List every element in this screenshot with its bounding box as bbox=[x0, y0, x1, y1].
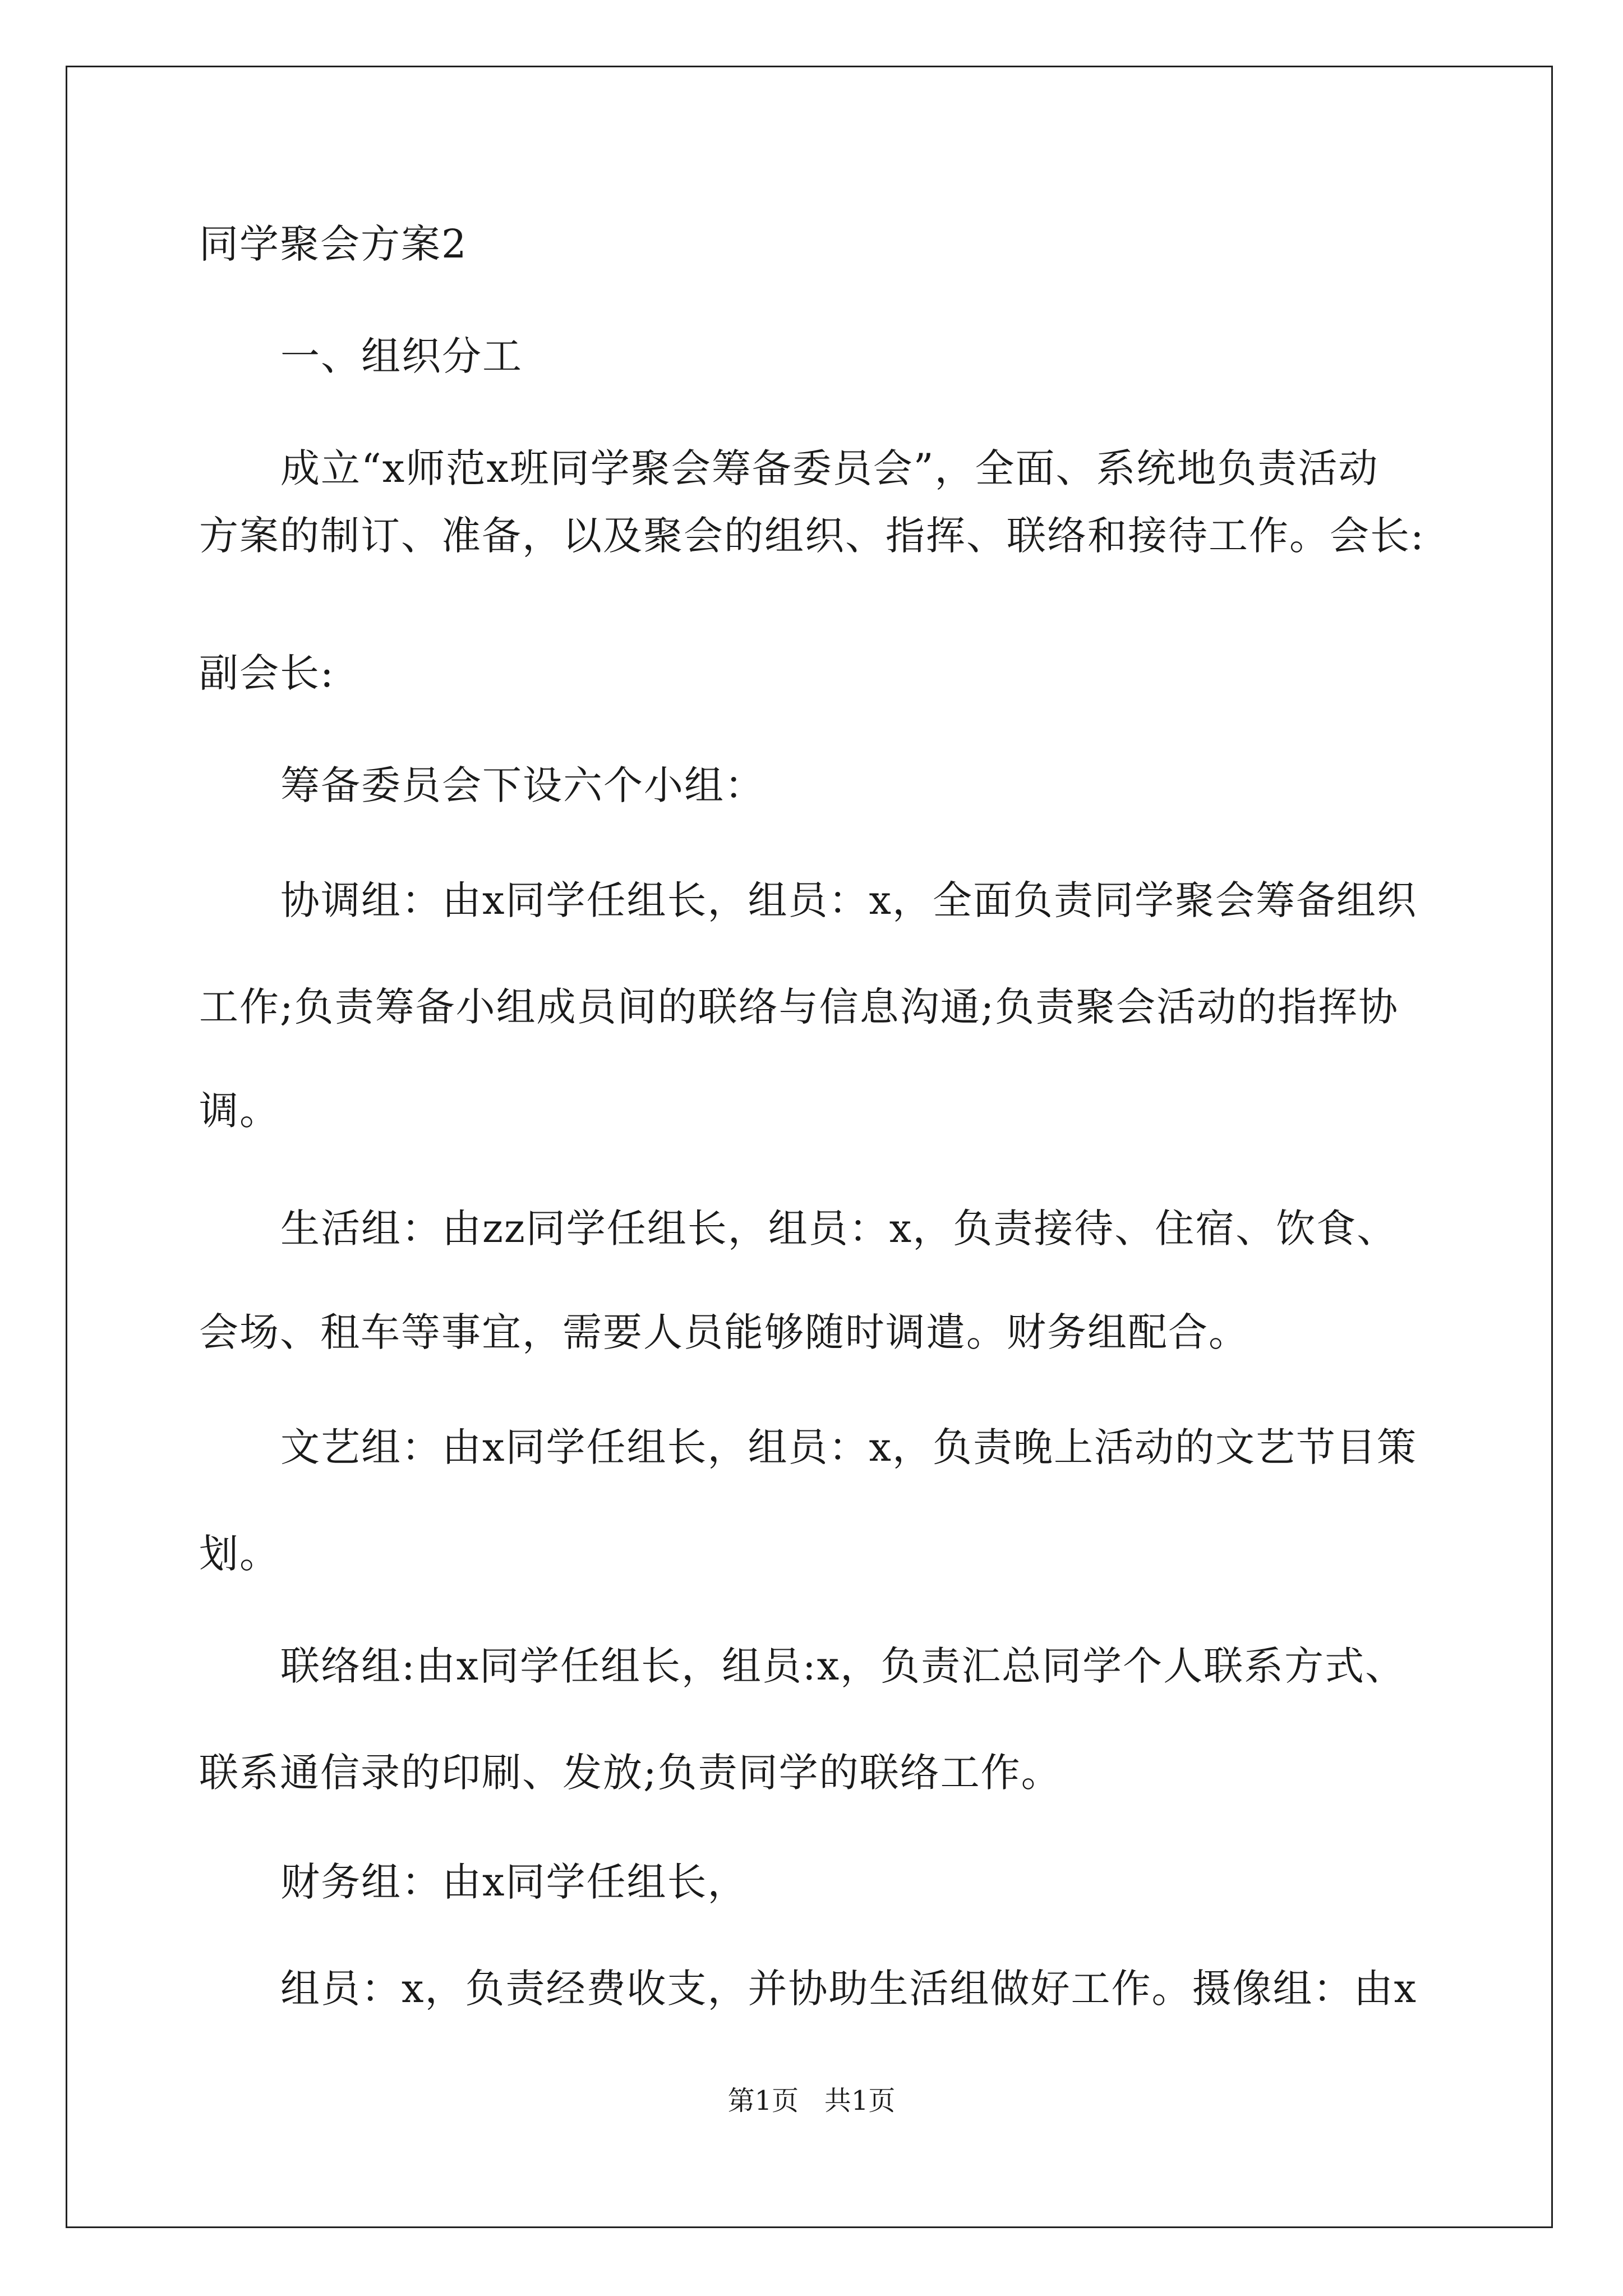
paragraph-line: 划。 bbox=[199, 1531, 280, 1577]
paragraph-line: 组员：x，负责经费收支，并协助生活组做好工作。摄像组：由x bbox=[280, 1966, 1417, 2012]
paragraph-line: 筹备委员会下设六个小组： bbox=[280, 762, 765, 808]
page-footer: 第1页 共1页 bbox=[727, 2085, 896, 2116]
paragraph-line: 工作;负责筹备小组成员间的联络与信息沟通;负责聚会活动的指挥协 bbox=[199, 984, 1399, 1030]
paragraph-line: 联系通信录的印刷、发放;负责同学的联络工作。 bbox=[199, 1750, 1062, 1796]
paragraph-line: 联络组:由x同学任组长，组员:x，负责汇总同学个人联系方式、 bbox=[280, 1643, 1406, 1689]
paragraph-line: 成立“x师范x班同学聚会筹备委员会”，全面、系统地负责活动 bbox=[280, 445, 1379, 491]
paragraph-line: 方案的制订、准备，以及聚会的组织、指挥、联络和接待工作。会长: bbox=[199, 513, 1425, 559]
paragraph-line: 财务组：由x同学任组长， bbox=[280, 1859, 748, 1905]
paragraph-line: 副会长: bbox=[199, 650, 335, 696]
section-heading: 一、组织分工 bbox=[280, 333, 523, 379]
paragraph-line: 协调组：由x同学任组长，组员：x，全面负责同学聚会筹备组织 bbox=[280, 877, 1417, 923]
paragraph-line: 调。 bbox=[199, 1088, 280, 1134]
document-title: 同学聚会方案2 bbox=[199, 221, 468, 267]
paragraph-line: 会场、租车等事宜，需要人员能够随时调遣。财务组配合。 bbox=[199, 1309, 1249, 1355]
paragraph-line: 文艺组：由x同学任组长，组员：x，负责晚上活动的文艺节目策 bbox=[280, 1424, 1417, 1470]
paragraph-line: 生活组：由zz同学任组长，组员：x，负责接待、住宿、饮食、 bbox=[280, 1205, 1398, 1251]
